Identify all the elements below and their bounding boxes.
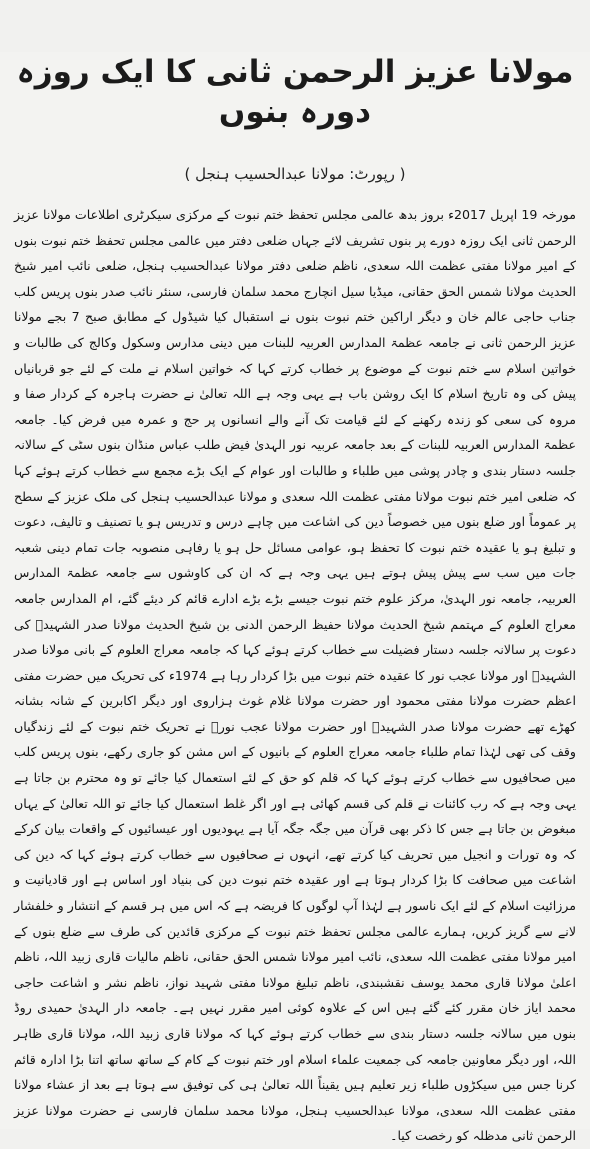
newspaper-clipping (0, 52, 590, 1144)
article-headline: مولانا عزیز الرحمن ثانی کا ایک روزہ دورہ بنوں (16, 54, 574, 130)
article-body (14, 202, 576, 1149)
article-paragraph: مورخہ 19 اپریل 2017ء بروز بدھ عالمی مجلس تحفظ ختم نبوت کے مرکزی سیکرٹری اطلاعات مولانا عزیز الرحمن ثانی ایک روزہ دورے پر بنوں تشریف لائے جہاں ضلعی دفتر میں عالمی مجلس تحفظ ختم نبوت بنوں کے امیر مولانا مفتی عظمت اللہ سعدی، ناظم ضلعی دفتر مولانا عبدالحسیب ہنجل، ضلعی نائب امیر شیخ الحدیث مولانا شمس الحق حقانی، میڈیا سیل انچارج محمد سلمان فارسی، سنئر نائب صدر بنوں پریس کلب جناب حاجی عالم خان و دیگر اراکین ختم نبوت بنوں نے استقبال کیا شیڈول کے مطابق صبح 7 بجے مولانا عزیز الرحمن ثانی نے جامعہ عظمۃ المدارس العربیہ للبنات میں دینی مدارس وسکول وکالج کی طالبات و خواتین اسلام سے ختم نبوت کے موضوع پر خطاب کرتے کہا کہ خواتین اسلام نے ملت کے لئے جو قربانیاں پیش کی وہ تاریخ اسلام کا ایک روشن باب ہے یہی وجہ ہے اللہ تعالیٰ نے حضرت ہاجرہ کے کردار صفا و مروہ کی سعی کو زندہ رکھنے کے لئے قیامت تک آنے والے انسانوں پر حج و عمرہ میں فرض کیا۔ جامعہ عظمۃ المدارس العربیہ للبنات کے بعد جامعہ عربیہ نور الہدیٰ فیض طلب عباس منڈان بنوں سٹی کے سالانہ جلسہ دستار بندی و چادر پوشی میں طلباء و طالبات اور عوام کے ایک بڑے مجمع سے خطاب کرتے ہوئے کہا کہ ضلعی امیر ختم نبوت مولانا مفتی عظمت اللہ سعدی و مولانا عبدالحسیب ہنجل کی ملک عزیز کے سطح پر عموماً اور ضلع بنوں میں خصوصاً دین کی اشاعت میں چاہے درس و تدریس ہو یا تصنیف و تالیف، دعوت و تبلیغ ہو یا عقیدہ ختم نبوت کا تحفظ ہو، عوامی مسائل حل ہو یا رفاہی منصوبہ جات تمام دینی شعبہ جات میں سب سے پیش پیش ہوتے ہیں یہی وجہ ہے کہ ان کی کاوشوں سے جامعہ عظمۃ المدارس العربیہ، جامعہ نور الہدیٰ، مرکز علوم ختم نبوت جیسے بڑے بڑے ادارے قائم کر دیئے گئے، ام المدارس جامعہ معراج العلوم کے مہتمم شیخ الحدیث مولانا حفیظ الرحمن الدنی بن شیخ الحدیث مولانا صدر الشہیدؒ کی دعوت پر سالانہ جلسہ دستار فضیلت سے خطاب کرتے ہوئے کہا کہ جامعہ معراج العلوم کے بانی مولانا صدر الشہیدؒ اور مولانا عجب نور کا عقیدہ ختم نبوت میں بڑا کردار رہا ہے 1974ء کی تحریک میں حضرت مفتی اعظم حضرت مولانا مفتی محمود اور حضرت مولانا غلام غوث ہزاروی اور دیگر اکابرین کے شانہ بشانہ کھڑے تھے حضرت مولانا صدر الشہیدؒ اور حضرت مولانا عجب نورؒ نے تحریک ختم نبوت کے لئے زندگیاں وقف کی تھی لہٰذا تمام طلباء جامعہ معراج العلوم کے بانیوں کے اس مشن کو جاری رکھے، بنوں پریس کلب میں صحافیوں سے خطاب کرتے ہوئے کہا کہ قلم کو حق کے لئے استعمال کیا جائے تو وہ محترم بن جاتا ہے یہی وجہ ہے کہ رب کائنات نے قلم کی قسم کھائی ہے اور اگر غلط استعمال کیا جائے تو اللہ تعالیٰ کے یہاں مبغوض بن جاتا ہے جس کا ذکر بھی قرآن میں جگہ جگہ آیا ہے یہودیوں اور عیسائیوں کے واقعات بیان کرکے کہ وہ تورات و انجیل میں تحریف کیا کرتے تھے، انہوں نے صحافیوں سے خطاب کرتے ہوئے کہا کہ دین کی اشاعت میں صحافت کا بڑا کردار ہوتا ہے اور عقیدہ ختم نبوت دین کی بنیاد اور اساس ہے اور قادیانیت و مرزائیت اسلام کے لئے ایک ناسور ہے لہٰذا آپ لوگوں کا فریضہ ہے کہ اس میں ہر قسم کے انتشار و خلفشار لانے سے گریز کریں، ہمارے عالمی مجلس تحفظ ختم نبوت کے مرکزی قائدین کی طرف سے ضلع بنوں کے امیر مولانا مفتی عظمت اللہ سعدی، نائب امیر مولانا شمس الحق حقانی، ناظم مالیات قاری زبید اللہ، ناظم اعلیٰ مولانا قاری محمد یوسف نقشبندی، ناظم تبلیغ مولانا مفتی شہید نواز، ناظم نشر و اشاعت حاجی محمد ایاز خان مقرر کئے گئے ہیں اس کے علاوہ کوئی امیر مقرر نہیں ہے۔ جامعہ دار الہدیٰ حمیدی روڈ بنوں میں سالانہ جلسہ دستار بندی سے خطاب کرتے ہوئے کہا کہ مولانا قاری زبید اللہ، مولانا قاری ظاہر اللہ، اور دیگر معاونین جامعہ کی جمعیت علماء اسلام اور ختم نبوت کے کام کے ساتھ ساتھ اتنا بڑا ادارہ قائم کرنا جس میں سیکڑوں طلباء زیر تعلیم ہیں یقیناً اللہ تعالیٰ ہی کی توفیق سے ہوتا ہے بعد از عشاء مولانا مفتی عظمت اللہ سعدی، مولانا عبدالحسیب ہنجل، مولانا محمد سلمان فارسی نے حضرت مولانا عزیز الرحمن ثانی مدظلہ کو رخصت کیا۔ (14, 207, 577, 1144)
article-byline: ( رپورٹ: مولانا عبدالحسیب ہنجل ) (184, 165, 406, 183)
